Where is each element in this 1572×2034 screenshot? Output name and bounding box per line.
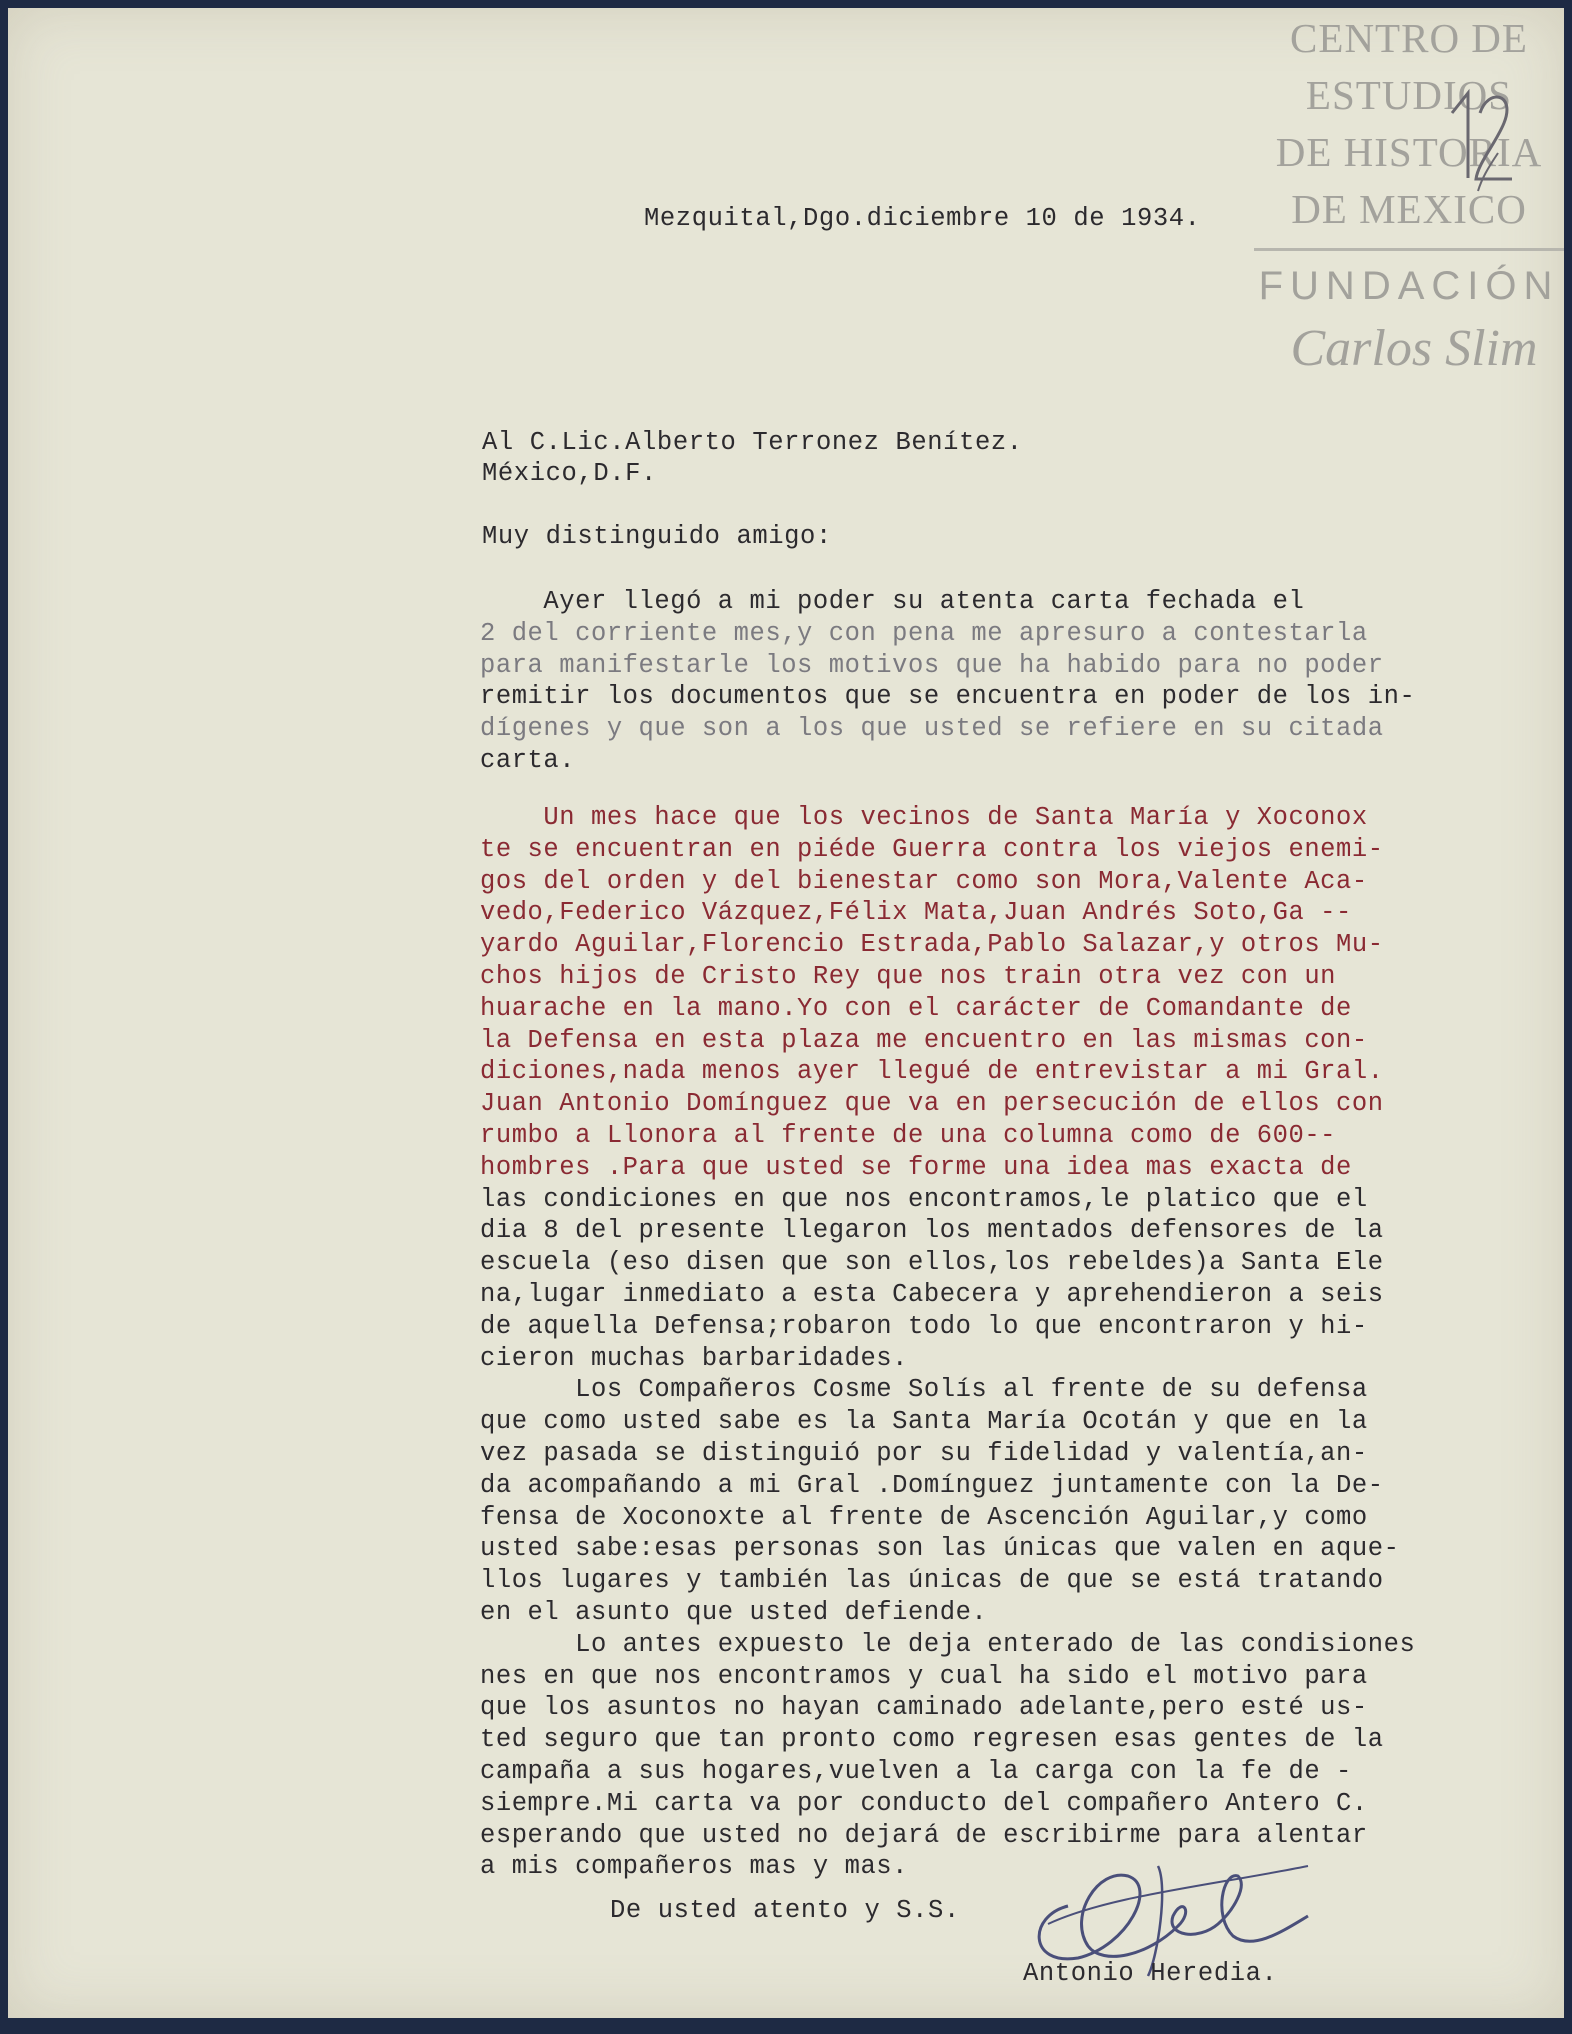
- stamp-line-3: DE HISTORIA: [1275, 129, 1543, 175]
- body-line: ted seguro que tan pronto como regresen esas gentes de la: [480, 1725, 1384, 1755]
- closing-line: De usted atento y S.S.: [610, 1896, 960, 1925]
- stamp-foundation: FUNDACIÓN: [1258, 264, 1560, 308]
- body-line: chos hijos de Cristo Rey que nos train otra vez con un: [480, 961, 1337, 991]
- body-line: las condiciones en que nos encontramos,le platico que el: [480, 1184, 1368, 1214]
- letter-date: Mezquital,Dgo.diciembre 10 de 1934.: [644, 204, 1201, 233]
- stamp-signature-logo: [1274, 320, 1554, 380]
- body-line: la Defensa en esta plaza me encuentro en las mismas con-: [480, 1025, 1368, 1055]
- stamp-line-2: ESTUDIOS: [1305, 72, 1513, 118]
- body-line: nes en que nos encontramos y cual ha sido el motivo para: [480, 1661, 1368, 1691]
- body-line: para manifestarle los motivos que ha habido para no poder: [480, 650, 1384, 680]
- stamp-divider: [1254, 248, 1564, 251]
- body-line: que los asuntos no hayan caminado adelante,pero esté us-: [480, 1693, 1368, 1723]
- body-line: Lo antes expuesto le deja enterado de las condisiones: [480, 1629, 1416, 1659]
- signature-name: Antonio Heredia.: [1023, 1959, 1278, 1988]
- body-line: na,lugar inmediato a esta Cabecera y aprehendieron a seis: [480, 1279, 1384, 1309]
- body-line: Un mes hace que los vecinos de Santa María y Xoconox: [480, 803, 1368, 832]
- stamp-signature-text: Carlos Slim: [1290, 320, 1538, 377]
- body-line: escuela (eso disen que son ellos,los rebeldes)a Santa Ele: [480, 1248, 1384, 1278]
- body-line: huarache en la mano.Yo con el carácter de Comandante de: [480, 993, 1352, 1023]
- archive-stamp: [1254, 8, 1564, 383]
- paragraph-1: [480, 586, 1550, 777]
- body-line: gos del orden y del bienestar como son Mora,Valente Aca-: [480, 866, 1368, 896]
- body-line: rumbo a Llonora al frente de una columna como de 600--: [480, 1120, 1337, 1150]
- body-line: dia 8 del presente llegaron los mentados defensores de la: [480, 1216, 1384, 1246]
- body-line: 2 del corriente mes,y con pena me apresuro a contestarla: [480, 618, 1368, 648]
- body-line: da acompañando a mi Gral .Domínguez juntamente con la De-: [480, 1470, 1384, 1500]
- body-line: diciones,nada menos ayer llegué de entrevistar a mi Gral.: [480, 1057, 1384, 1087]
- paragraph-2: [480, 802, 1550, 1883]
- body-line: usted sabe:esas personas son las únicas que valen en aque-: [480, 1534, 1400, 1564]
- body-line: llos lugares y también las únicas de que se está tratando: [480, 1566, 1384, 1596]
- body-line: de aquella Defensa;robaron todo lo que encontraron y hi-: [480, 1311, 1368, 1341]
- letter-page: [8, 8, 1564, 2018]
- body-line: yardo Aguilar,Florencio Estrada,Pablo Salazar,y otros Mu-: [480, 930, 1384, 960]
- body-line: hombres .Para que usted se forme una idea mas exacta de: [480, 1152, 1352, 1182]
- body-line: Los Compañeros Cosme Solís al frente de su defensa: [480, 1375, 1368, 1405]
- body-line: te se encuentran en piéde Guerra contra los viejos enemi-: [480, 834, 1384, 864]
- body-line: siempre.Mi carta va por conducto del compañero Antero C.: [480, 1788, 1368, 1818]
- body-line: a mis compañeros mas y mas.: [480, 1852, 909, 1882]
- body-line: campaña a sus hogares,vuelven a la carga con la fe de -: [480, 1756, 1352, 1786]
- recipient-location: México,D.F.: [482, 459, 657, 488]
- body-line: Juan Antonio Domínguez que va en persecución de ellos con: [480, 1089, 1384, 1119]
- body-line: fensa de Xoconoxte al frente de Ascención Aguilar,y como: [480, 1502, 1368, 1532]
- salutation: Muy distinguido amigo:: [482, 522, 832, 551]
- body-line: carta.: [480, 745, 576, 775]
- body-line: remitir los documentos que se encuentra en poder de los in-: [480, 682, 1416, 712]
- body-line: dígenes y que son a los que usted se refiere en su citada: [480, 714, 1384, 744]
- handwritten-page-number: [1438, 83, 1518, 193]
- body-line: vez pasada se distinguió por su fidelidad y valentía,an-: [480, 1438, 1368, 1468]
- body-line: vedo,Federico Vázquez,Félix Mata,Juan Andrés Soto,Ga --: [480, 898, 1352, 928]
- body-line: cieron muchas barbaridades.: [480, 1343, 909, 1373]
- recipient-name: Al C.Lic.Alberto Terronez Benítez.: [482, 428, 1023, 457]
- body-line: Ayer llegó a mi poder su atenta carta fechada el: [480, 587, 1305, 616]
- body-line: en el asunto que usted defiende.: [480, 1597, 988, 1627]
- body-line: esperando que usted no dejará de escribirme para alentar: [480, 1820, 1368, 1850]
- body-line: que como usted sabe es la Santa María Ocotán y que en la: [480, 1407, 1368, 1437]
- stamp-line-4: DE MEXICO: [1291, 186, 1527, 232]
- stamp-line-1: CENTRO DE: [1290, 15, 1528, 61]
